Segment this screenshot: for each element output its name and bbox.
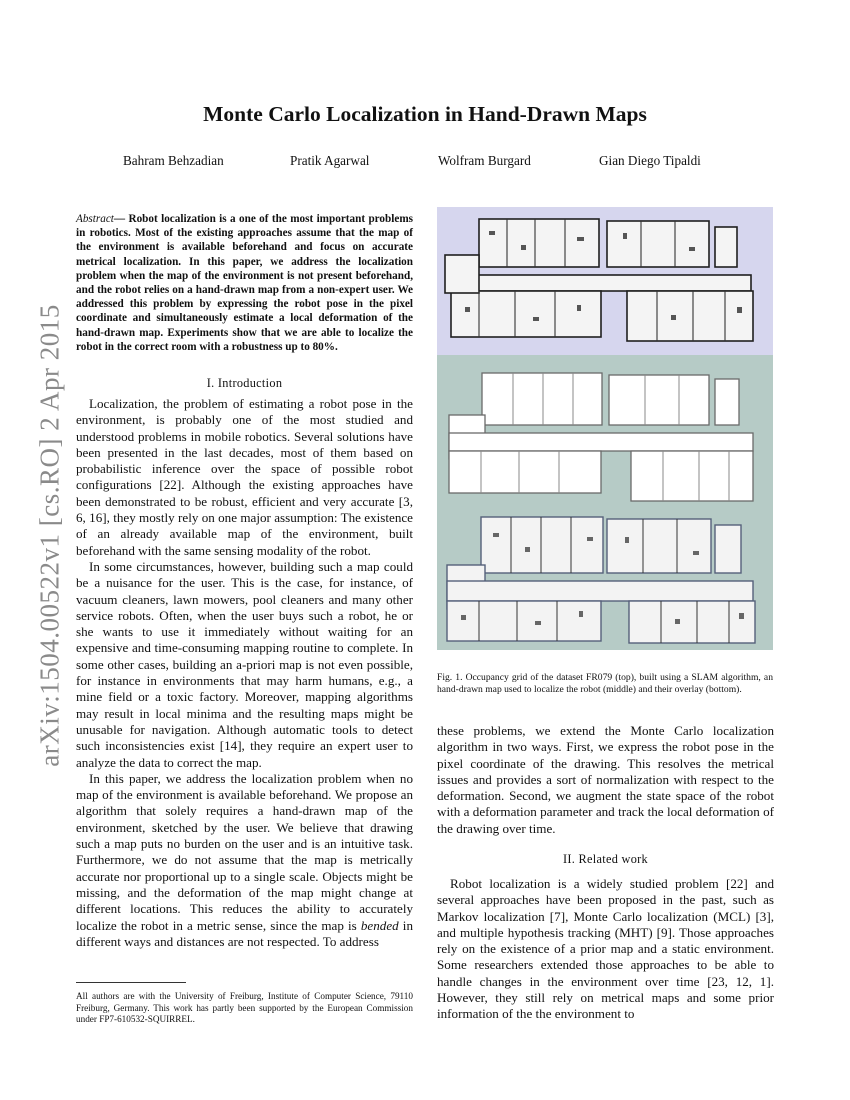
author-4: Gian Diego Tipaldi [599, 153, 701, 168]
figure-panel-handdrawn-and-overlay [437, 355, 773, 650]
footnote-rule [76, 982, 186, 983]
intro-paragraph-1: Localization, the problem of estimating a robot pose in the environment, is probably one of the most studied and understood problems in mobile robotics. Several solutions have been presented in the last decades, most of them based on probabilistic inference over the space of possible robot configurations [22]. Although the existing approaches have been demonstrated to be robust, efficient and very accurate [3, 6, 16], they mostly rely on one major assumption: The existence of an already available map of the environment, built beforehand with the same sensing modality of the robot. [76, 396, 413, 558]
abstract-text: — Robot localization is a one of the most important problems in robotics. Most of the existing approaches assume that the map of the environment is available beforehand and focus on accurate metrical localization. In this paper, we address the localization problem when the map of the environment is not present beforehand, and the robot relies on a hand-drawn map from a non-expert user. We addressed this problem by expressing the robot pose in the pixel coordinate and simultaneously estimate a local deformation of the hand-drawn map. Experiments show that we are able to localize the robot in the correct room with a robustness up to 80%. [76, 213, 413, 353]
author-3: Wolfram Burgard [438, 153, 531, 168]
section-heading-related-work: II. Related work [562, 852, 649, 866]
introduction-body [76, 396, 413, 950]
section-heading-introduction: I. Introduction [206, 376, 283, 390]
intro-paragraph-2: In some circumstances, however, building such a map could be a nuisance for the user. This is the case, for instance, of vacuum cleaners, lawn mowers, pool cleaners and many other service robots. Often, when the user buys such a robot, he or she wants to use it immediately without waiting for an expensive and time-consuming mapping routine to complete. In some other cases, building an a-priori map is not even possible, for instance in environments that may harm humans, e.g., a mine field or a toxic factory. Moreover, mapping algorithms may result in local minima and the resulting maps might be unusable for navigation. Although automatic tools to detect such inconsistencies exist [14], they require an expert user to analyze the data to correct the map. [76, 558, 413, 770]
related-paragraph-1: Robot localization is a widely studied problem [22] and several approaches have been proposed in the past, such as Markov localization [7], Monte Carlo localization (MCL) [3], and multiple hypothesis tracking (MHT) [9]. Those approaches rely on the existence of a prior map and a static environment. Some researchers extended those approaches to be able to handle changes in the environment over time [23, 12, 1]. However, they still rely on metrical maps and some prior information of the the environment to [437, 876, 774, 1022]
arxiv-stamp: arXiv:1504.00522v1 [cs.RO] 2 Apr 2015 [34, 304, 65, 767]
slam-occupancy-grid-image [437, 207, 773, 355]
abstract [76, 212, 413, 354]
author-1: Bahram Behzadian [123, 153, 224, 168]
footnote: All authors are with the University of Freiburg, Institute of Computer Science, 79110 Freiburg, Germany. This work has partly been supported by the European Commission under FP7-610532-SQUIRREL. [76, 991, 413, 1024]
author-2: Pratik Agarwal [290, 153, 370, 168]
paper-title: Monte Carlo Localization in Hand-Drawn Maps [203, 102, 647, 126]
related-work-body [437, 876, 774, 1023]
overlay-map-image [437, 507, 773, 647]
figure-caption: Fig. 1. Occupancy grid of the dataset FR079 (top), built using a SLAM algorithm, an hand-drawn map used to localize the robot (middle) and their overlay (bottom). [437, 672, 773, 696]
right-paragraph-1: these problems, we extend the Monte Carlo localization algorithm in two ways. First, we express the robot pose in the pixel coordinate of the drawing. This resolves the metrical issues and provides a sort of normalization with respect to the deformation. Second, we augment the state space of the robot with a deformation parameter and track the local deformation of the drawing over time. [437, 723, 774, 836]
right-column-text [437, 723, 774, 837]
intro-paragraph-3: In this paper, we address the localization problem when no map of the environment is available beforehand. We propose an algorithm that solely requires a hand-drawn map of the environment, sketched by the user. We believe that drawing such a map puts no burden on the user and is an intuitive task. Furthermore, we do not assume that the map is metrically accurate nor proportional up to a single scale. Objects might be missing, and the deformation of the map might change at different locations. This reduces the ability to accurately localize the robot in a metric sense, since the map is bended in different ways and distances are not respected. To address [76, 770, 413, 949]
abstract-lead: Abstract [76, 213, 114, 225]
figure-panel-slam [437, 207, 773, 355]
